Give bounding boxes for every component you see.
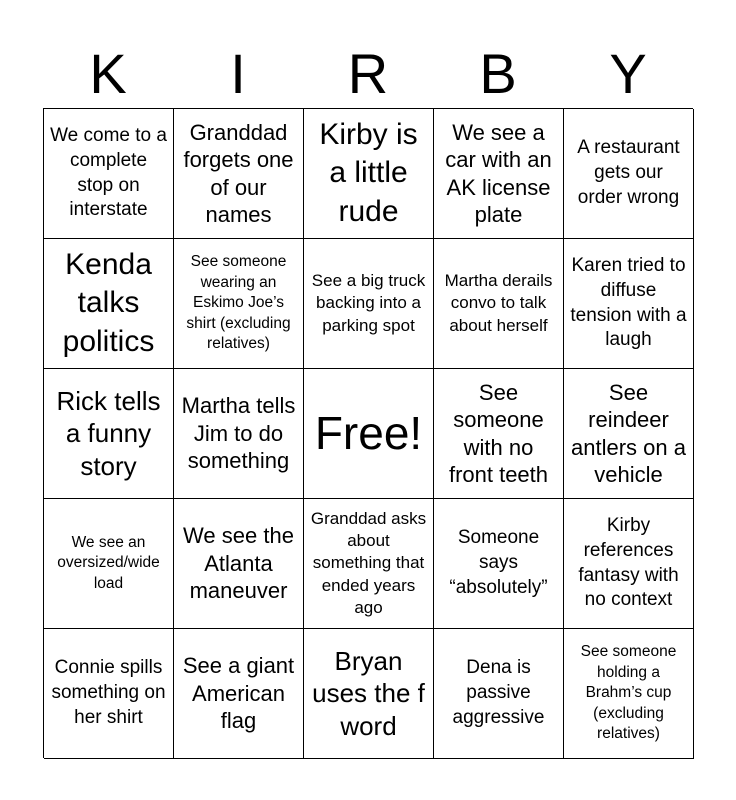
bingo-cell-r4c1[interactable] (44, 499, 174, 629)
bingo-header (43, 40, 693, 108)
cell-text: Connie spills something on her shirt (51, 657, 166, 728)
bingo-cell-r2c4[interactable] (434, 239, 564, 369)
bingo-cell-r4c3[interactable] (304, 499, 434, 629)
cell-text: Granddad forgets one of our names (183, 119, 294, 227)
header-letter-i: I (230, 42, 246, 105)
cell-text: See someone with no front teeth (448, 379, 549, 487)
bingo-cell-r1c5[interactable] (564, 109, 694, 239)
bingo-cell-r1c3[interactable] (304, 109, 434, 239)
bingo-cell-r2c1[interactable] (44, 239, 174, 369)
free-space: Free! (314, 407, 423, 460)
cell-text: See a big truck backing into a parking spot (311, 271, 426, 335)
cell-text: Martha derails convo to talk about herself (444, 271, 553, 335)
cell-text: See someone wearing an Eskimo Joe’s shirt (excluding relatives) (186, 252, 291, 353)
header-letter-r: R (347, 42, 389, 105)
bingo-cell-r2c3[interactable] (304, 239, 434, 369)
header-letter-k: K (89, 42, 127, 105)
cell-text: We see an oversized/wide load (57, 533, 160, 592)
bingo-cell-r1c1[interactable] (44, 109, 174, 239)
cell-text: Dena is passive aggressive (452, 657, 545, 728)
header-letter-b: B (479, 42, 517, 105)
cell-text: Kirby references fantasy with no context (578, 515, 679, 611)
bingo-cell-r1c4[interactable] (434, 109, 564, 239)
bingo-cell-r5c3[interactable] (304, 629, 434, 759)
cell-text: See someone holding a Brahm’s cup (excluding relatives) (580, 642, 677, 743)
cell-text: Granddad asks about something that ended years ago (310, 509, 427, 617)
cell-text: We see the Atlanta maneuver (183, 523, 294, 604)
cell-text: Kenda talks politics (62, 247, 155, 358)
bingo-cell-r1c2[interactable] (174, 109, 304, 239)
bingo-cell-r2c5[interactable] (564, 239, 694, 369)
cell-text: Bryan uses the f word (312, 645, 425, 741)
cell-text: A restaurant gets our order wrong (577, 137, 680, 208)
bingo-cell-r5c1[interactable] (44, 629, 174, 759)
cell-text: Martha tells Jim to do something (181, 393, 296, 474)
cell-text: Someone says “absolutely” (449, 527, 548, 598)
cell-text: We see a car with an AK license plate (445, 119, 552, 227)
cell-text: Rick tells a funny story (56, 385, 161, 481)
bingo-cell-r5c4[interactable] (434, 629, 564, 759)
cell-text: Karen tried to diffuse tension with a laugh (570, 255, 687, 351)
bingo-board (43, 108, 693, 758)
cell-text: Kirby is a little rude (319, 117, 418, 228)
bingo-cell-r5c2[interactable] (174, 629, 304, 759)
bingo-cell-r3c2[interactable] (174, 369, 304, 499)
bingo-cell-r4c4[interactable] (434, 499, 564, 629)
bingo-cell-r3c1[interactable] (44, 369, 174, 499)
cell-text: We come to a complete stop on interstate (50, 125, 167, 221)
bingo-cell-r3c5[interactable] (564, 369, 694, 499)
header-letter-y: Y (609, 42, 647, 105)
bingo-cell-r5c5[interactable] (564, 629, 694, 759)
bingo-cell-r4c2[interactable] (174, 499, 304, 629)
cell-text: See a giant American flag (182, 653, 295, 734)
cell-text: See reindeer antlers on a vehicle (571, 379, 686, 487)
bingo-cell-r2c2[interactable] (174, 239, 304, 369)
bingo-cell-r3c3[interactable] (304, 369, 434, 499)
bingo-cell-r3c4[interactable] (434, 369, 564, 499)
bingo-cell-r4c5[interactable] (564, 499, 694, 629)
